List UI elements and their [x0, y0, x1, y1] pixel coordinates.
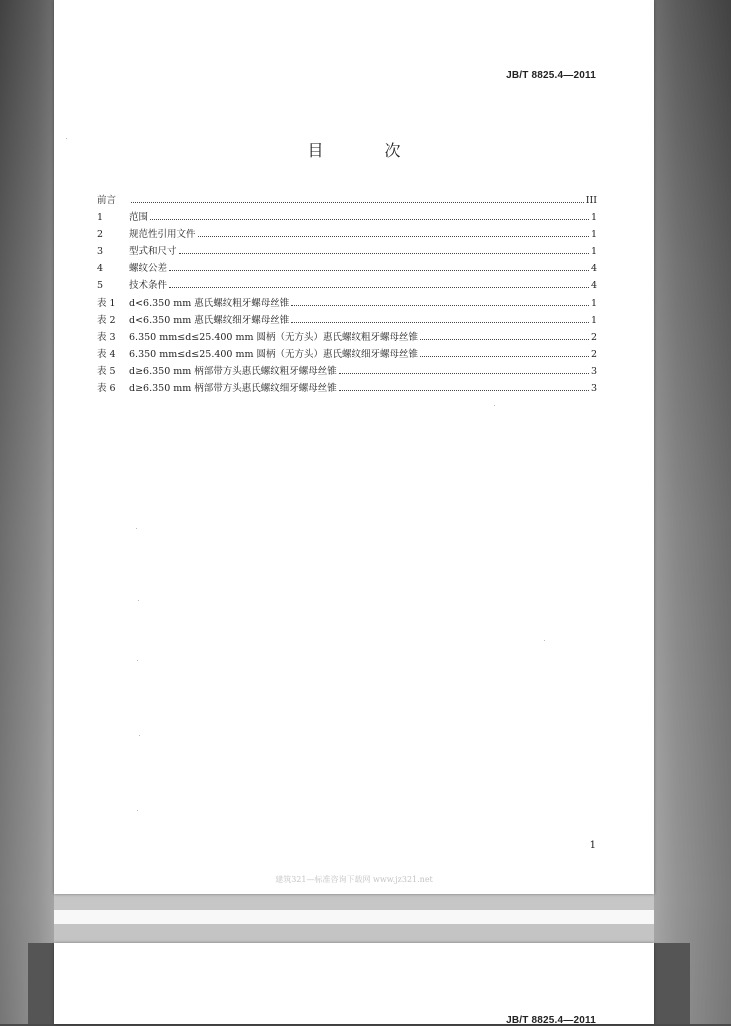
toc-entry-title: 范围	[129, 212, 149, 224]
toc-entry-number: 4	[97, 263, 104, 275]
toc-entry-number: 表 4	[97, 348, 116, 360]
toc-leader-dots	[169, 286, 589, 288]
toc-entry[interactable]	[97, 295, 597, 312]
toc-entry-title: 6.350 mm≤d≤25.400 mm 圆柄（无方头）惠氏螺纹粗牙螺母丝锥	[129, 331, 419, 343]
toc-entry-title: 技术条件	[129, 280, 168, 292]
toc-entry-title: d≥6.350 mm 柄部带方头惠氏螺纹细牙螺母丝锥	[129, 383, 337, 395]
toc-leader-dots	[420, 355, 589, 357]
standard-code: JB/T 8825.4—2011	[506, 70, 596, 81]
toc-entry-title: 型式和尺寸	[129, 246, 177, 258]
toc-heading: 目 次	[307, 141, 429, 160]
page-number: 1	[589, 840, 596, 851]
scan-speck	[137, 660, 138, 661]
toc-entry-number: 表 3	[97, 331, 116, 343]
toc-entry-title: 螺纹公差	[129, 263, 168, 275]
toc-entry-page: 3	[590, 383, 597, 395]
toc-entry-page: 1	[590, 314, 597, 326]
toc-entry[interactable]	[97, 329, 597, 346]
toc-leader-dots	[339, 389, 589, 391]
viewer-right-gutter	[654, 0, 731, 1024]
document-page-1	[54, 0, 654, 894]
toc-entry[interactable]	[97, 277, 597, 294]
toc-entry-page: 4	[590, 263, 597, 275]
toc-leader-dots	[169, 269, 589, 271]
table-of-contents	[97, 192, 597, 397]
toc-entry-page: III	[585, 195, 597, 206]
scan-speck	[139, 735, 140, 736]
toc-leader-dots	[291, 304, 589, 306]
toc-entry[interactable]	[97, 192, 597, 209]
toc-entry-title: 规范性引用文件	[129, 229, 196, 241]
scan-speck	[137, 810, 138, 811]
toc-entry-number: 5	[97, 280, 104, 292]
scan-speck	[138, 600, 139, 601]
toc-entry-number: 表 1	[97, 297, 116, 309]
toc-leader-dots	[420, 338, 589, 340]
toc-entry-number: 表 5	[97, 365, 116, 377]
toc-leader-dots	[179, 252, 589, 254]
toc-entry[interactable]	[97, 312, 597, 329]
toc-entry[interactable]	[97, 346, 597, 363]
toc-entry-number: 3	[97, 246, 104, 258]
toc-entry-page: 1	[590, 246, 597, 258]
toc-entry-number: 表 6	[97, 383, 116, 395]
standard-code: JB/T 8825.4—2011	[506, 1015, 596, 1026]
document-page-2	[54, 943, 654, 1024]
toc-entry-title: 6.350 mm≤d≤25.400 mm 圆柄（无方头）惠氏螺纹细牙螺母丝锥	[129, 348, 419, 360]
toc-entry-number: 表 2	[97, 314, 116, 326]
toc-entry-page: 2	[590, 331, 597, 343]
watermark-text: 建筑321—标准咨询下载网 www.jz321.net	[275, 875, 433, 884]
toc-entry-title: d<6.350 mm 惠氏螺纹细牙螺母丝锥	[129, 314, 290, 326]
scan-speck	[136, 528, 137, 529]
toc-entry-number: 前言	[97, 195, 117, 206]
toc-entry[interactable]	[97, 226, 597, 243]
toc-entry-page: 1	[590, 212, 597, 224]
toc-entry[interactable]	[97, 260, 597, 277]
toc-entry[interactable]	[97, 363, 597, 380]
toc-entry-page: 1	[590, 297, 597, 309]
toc-entry-page: 2	[590, 348, 597, 360]
scan-speck	[544, 640, 545, 641]
toc-entry[interactable]	[97, 243, 597, 260]
toc-entry-number: 2	[97, 229, 104, 241]
toc-entry[interactable]	[97, 380, 597, 397]
toc-entry-title: d≥6.350 mm 柄部带方头惠氏螺纹粗牙螺母丝锥	[129, 365, 337, 377]
scan-speck	[494, 405, 495, 406]
toc-leader-dots	[198, 235, 589, 237]
toc-entry-page: 3	[590, 365, 597, 377]
toc-leader-dots	[339, 372, 589, 374]
toc-entry-page: 4	[590, 280, 597, 292]
toc-entry-number: 1	[97, 212, 104, 224]
toc-leader-dots	[291, 321, 589, 323]
scan-speck	[66, 138, 67, 139]
toc-leader-dots	[150, 218, 589, 220]
toc-leader-dots	[131, 201, 584, 203]
toc-entry[interactable]	[97, 209, 597, 226]
page-edge-strip	[54, 910, 654, 924]
toc-entry-page: 1	[590, 229, 597, 241]
toc-entry-title: d<6.350 mm 惠氏螺纹粗牙螺母丝锥	[129, 297, 290, 309]
viewer-left-gutter	[0, 0, 54, 1024]
